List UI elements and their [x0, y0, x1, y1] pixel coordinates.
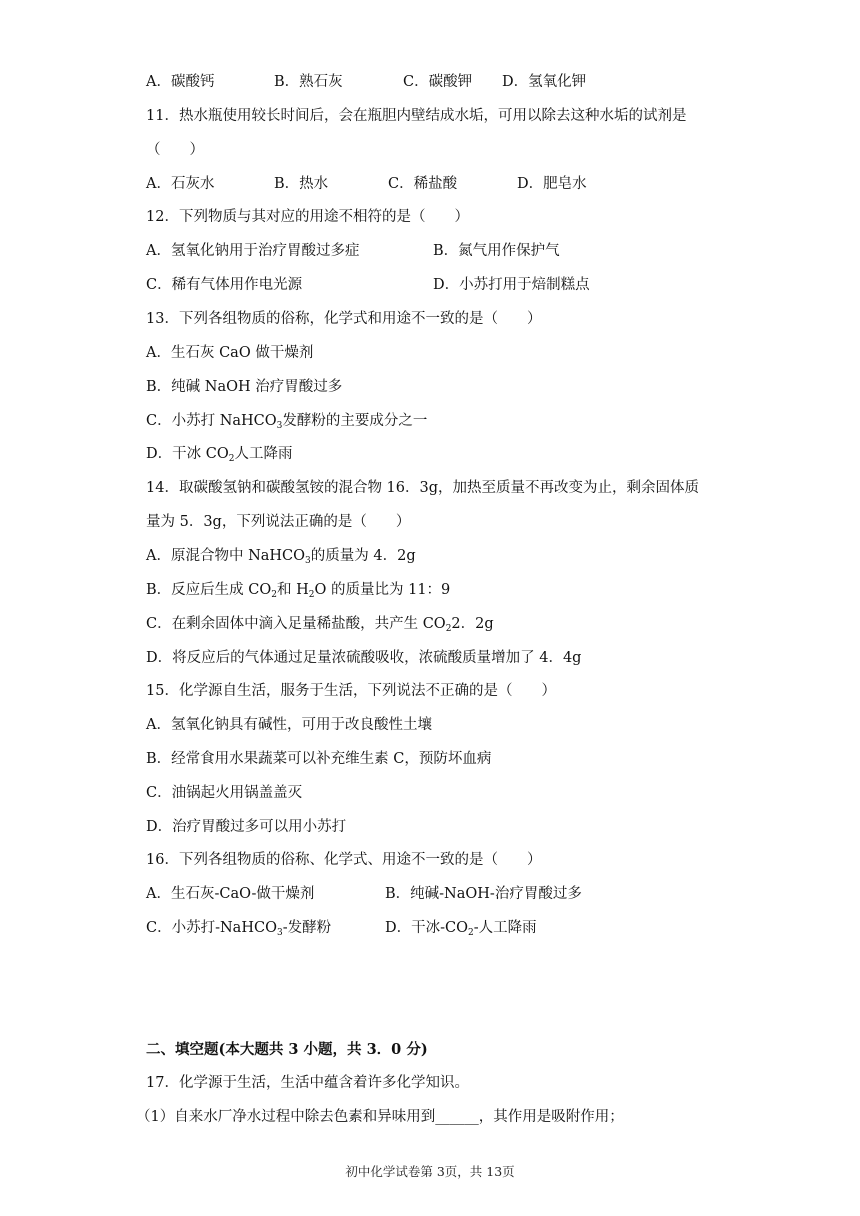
q16-option-d: D．干冰$-CO_2-$人工降雨: [385, 920, 537, 938]
q13-option-c: C．小苏打 NaHCO$_3$发酵粉的主要成分之一: [146, 413, 428, 431]
q11-paren: （ ）: [146, 142, 204, 158]
q12-option-b: B．氮气用作保护气: [433, 243, 560, 259]
q13-option-d: D．干冰 $CO_2$人工降雨: [146, 446, 293, 464]
q15-option-b: B．经常食用水果蔬菜可以补充维生素 C，预防坏血病: [146, 751, 492, 767]
q15-option-c: C．油锅起火用锅盖盖灭: [146, 785, 303, 801]
q10-option-c: C．碳酸钾: [403, 74, 473, 90]
q12-option-d: D．小苏打用于焙制糕点: [433, 277, 590, 293]
q12-option-a: A．氢氧化钠用于治疗胃酸过多症: [146, 243, 360, 259]
q15-stem: 15．化学源自生活，服务于生活，下列说法不正确的是（ ）: [146, 683, 556, 699]
q12-stem: 12．下列物质与其对应的用途不相符的是（ ）: [146, 209, 469, 225]
q15-option-d: D．治疗胃酸过多可以用小苏打: [146, 819, 347, 835]
q12-option-c: C．稀有气体用作电光源: [146, 277, 303, 293]
q17-sub1: （1）自来水厂净水过程中除去色素和异味用到______，其作用是吸附作用；: [136, 1109, 624, 1125]
q13-option-b: B．纯碱 NaOH 治疗胃酸过多: [146, 379, 343, 395]
q16-option-c: C．小苏打-NaHCO$_3$-发酵粉: [146, 920, 332, 938]
q14-stem-line1: 14．取碳酸氢钠和碳酸氢铵的混合物 16．3g，加热至质量不再改变为止，剩余固体质: [146, 480, 700, 496]
q16-option-a: A．生石灰-CaO-做干燥剂: [146, 886, 315, 902]
q16-stem: 16．下列各组物质的俗称、化学式、用途不一致的是（ ）: [146, 852, 542, 868]
q14-option-c: C．在剩余固体中滴入足量稀盐酸，共产生 $CO_22$．2g: [146, 616, 494, 634]
q11-option-a: A．石灰水: [146, 176, 215, 192]
section-heading-fill-in: 二、填空题(本大题共 3 小题，共 3．0 分): [146, 1041, 428, 1058]
q15-option-a: A．氢氧化钠具有碱性，可用于改良酸性土壤: [146, 717, 432, 733]
q17-answer-blank[interactable]: ______: [435, 1109, 479, 1125]
q10-option-a: A．碳酸钙: [146, 74, 215, 90]
q14-option-b: B．反应后生成 $CO_2$和 $H_2O$ 的质量比为 11：9: [146, 582, 451, 600]
page-footer: 初中化学试卷第 3页，共 13页: [345, 1164, 515, 1179]
q11-option-c: C．稀盐酸: [388, 176, 458, 192]
q14-stem-line2: 量为 5．3g，下列说法正确的是（ ）: [146, 514, 411, 530]
q14-option-d: D．将反应后的气体通过足量浓硫酸吸收，浓硫酸质量增加了 4．4g: [146, 650, 582, 666]
q11-stem: 11．热水瓶使用较长时间后，会在瓶胆内壁结成水垢，可用以除去这种水垢的试剂是: [146, 108, 687, 124]
q11-option-d: D．肥皂水: [517, 176, 587, 192]
q13-stem: 13．下列各组物质的俗称，化学式和用途不一致的是（ ）: [146, 311, 542, 327]
q10-option-b: B．熟石灰: [274, 74, 343, 90]
q16-option-b: B．纯碱-NaOH-治疗胃酸过多: [385, 886, 582, 902]
q17-stem: 17．化学源于生活，生活中蕴含着许多化学知识。: [146, 1075, 469, 1091]
q14-option-a: A．原混合物中 NaHCO$_3$的质量为 4．2g: [146, 548, 416, 566]
q10-option-d: D．氢氧化钾: [502, 74, 587, 90]
q11-option-b: B．热水: [274, 176, 329, 192]
q13-option-a: A．生石灰 CaO 做干燥剂: [146, 345, 314, 361]
